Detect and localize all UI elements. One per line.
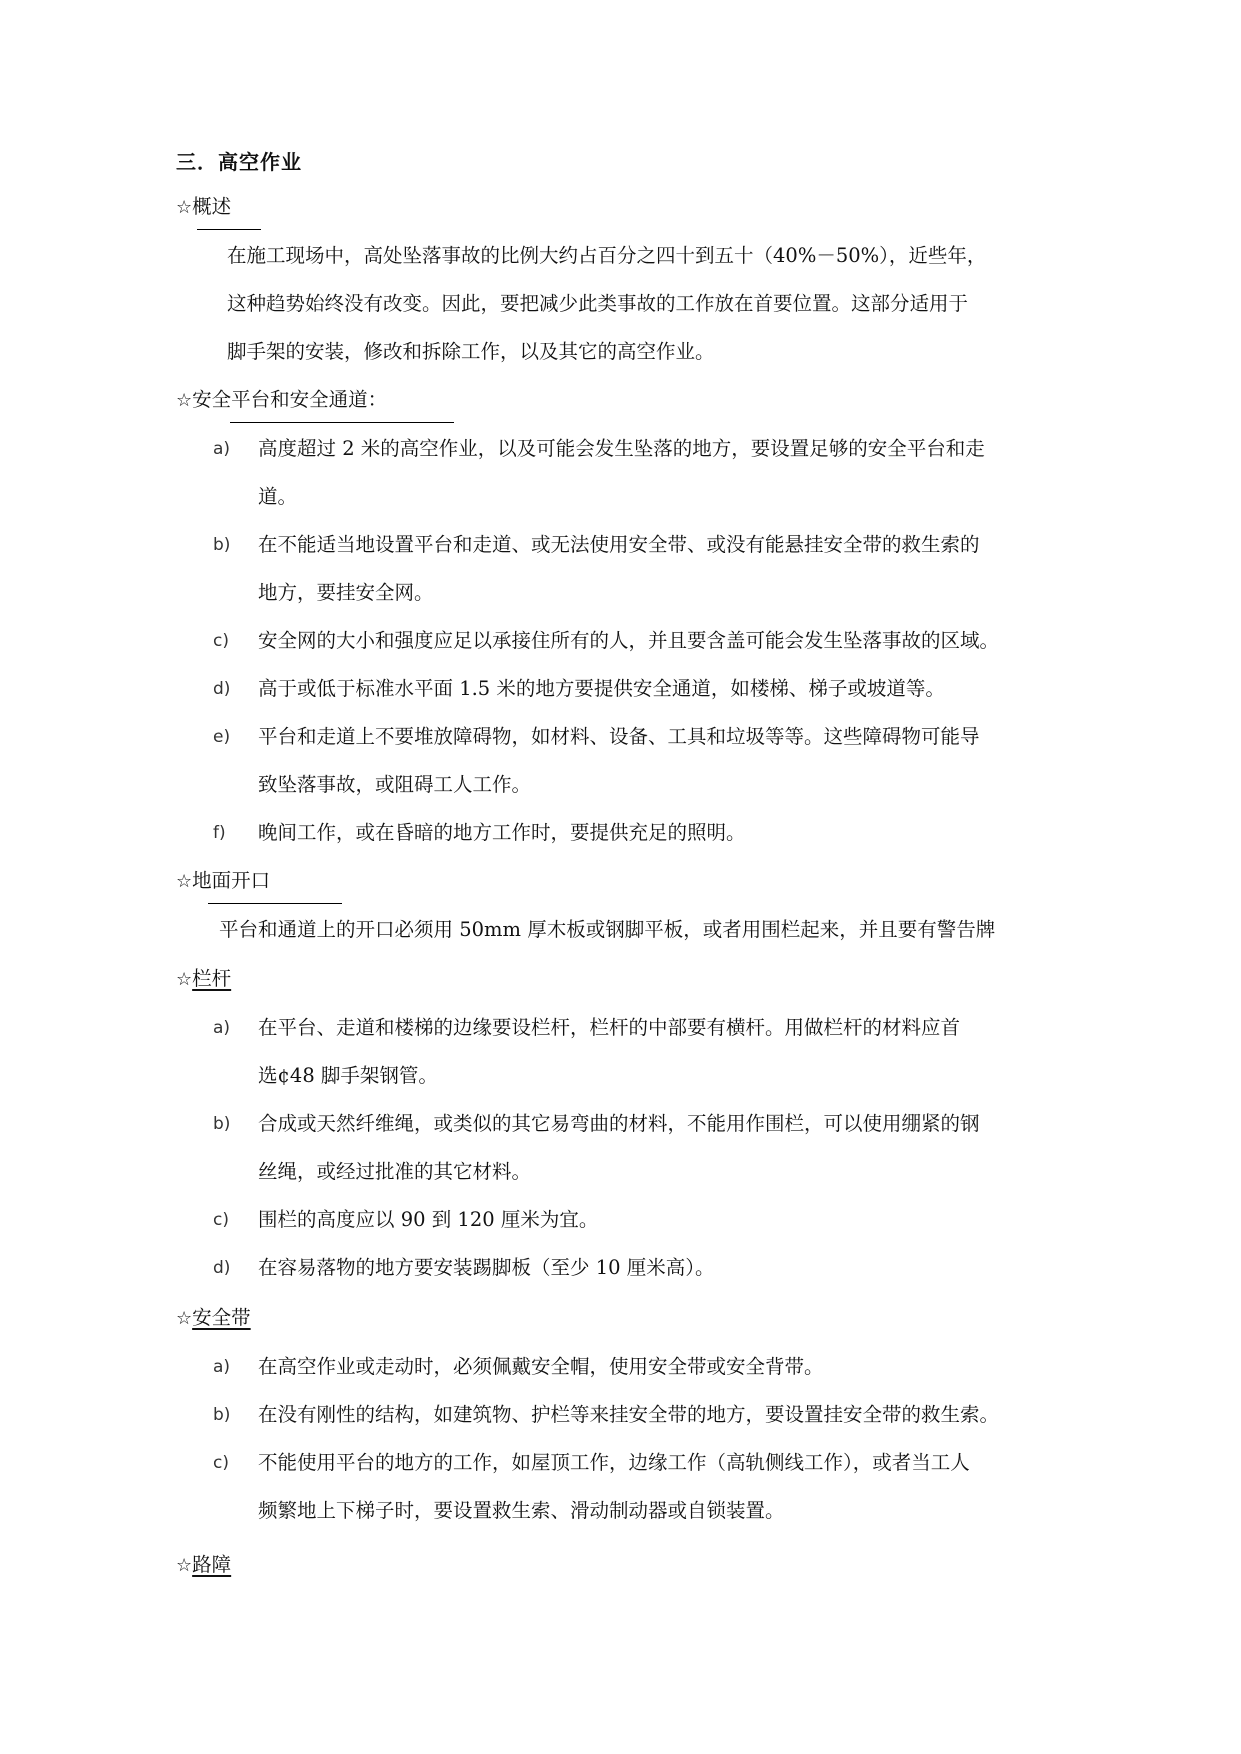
list-item-line: 选¢48 脚手架钢管。 [258, 1064, 438, 1087]
list-item-label: b) [213, 1114, 231, 1134]
list-item-line: 在容易落物的地方要安装踢脚板（至少 10 厘米高）。 [258, 1256, 715, 1279]
list-item-line: 丝绳，或经过批准的其它材料。 [258, 1160, 532, 1183]
list-item-line: 合成或天然纤维绳，或类似的其它易弯曲的材料，不能用作围栏，可以使用绷紧的钢 [258, 1112, 980, 1135]
list-item-line: 安全网的大小和强度应足以承接住所有的人，并且要含盖可能会发生坠落事故的区域。 [258, 629, 1000, 652]
list-item-line: 在没有刚性的结构，如建筑物、护栏等来挂安全带的地方，要设置挂安全带的救生索。 [258, 1403, 1000, 1426]
list-item-label: a) [213, 1357, 231, 1377]
list-item-line: 高度超过 2 米的高空作业，以及可能会发生坠落的地方，要设置足够的安全平台和走 [258, 437, 985, 460]
section-heading-opening: ☆地面开口 [176, 869, 271, 892]
heading-rule [197, 229, 261, 230]
list-item-line: 高于或低于标准水平面 1.5 米的地方要提供安全通道，如楼梯、梯子或坡道等。 [258, 677, 945, 700]
list-item-label: d) [213, 679, 231, 699]
list-item-line: 平台和走道上不要堆放障碍物，如材料、设备、工具和垃圾等等。这些障碍物可能导 [258, 725, 980, 748]
paragraph-line: 平台和通道上的开口必须用 50mm 厚木板或钢脚平板，或者用围栏起来，并且要有警告牌 [219, 918, 996, 941]
list-item-line: 道。 [258, 485, 298, 508]
star-icon: ☆ [176, 390, 193, 411]
heading-rule [230, 422, 454, 423]
page-title: 三．高空作业 [176, 150, 302, 174]
section-heading-railing: ☆栏杆 [176, 967, 232, 990]
list-item-line: 致坠落事故，或阻碍工人工作。 [258, 773, 532, 796]
list-item-line: 晚间工作，或在昏暗的地方工作时，要提供充足的照明。 [258, 821, 746, 844]
list-item-label: e) [213, 727, 231, 747]
list-item-label: f) [213, 823, 226, 843]
list-item-label: a) [213, 439, 231, 459]
list-item-label: a) [213, 1018, 231, 1038]
section-heading-overview: ☆概述 [176, 195, 232, 218]
paragraph-line: 这种趋势始终没有改变。因此，要把减少此类事故的工作放在首要位置。这部分适用于 [227, 292, 969, 315]
list-item-label: b) [213, 1405, 231, 1425]
star-icon: ☆ [176, 1555, 193, 1576]
list-item-line: 地方，要挂安全网。 [258, 581, 434, 604]
list-item-label: c) [213, 1453, 229, 1473]
list-item-line: 在高空作业或走动时，必须佩戴安全帽，使用安全带或安全背带。 [258, 1355, 824, 1378]
heading-rule [208, 903, 342, 904]
list-item-label: b) [213, 535, 231, 555]
list-item-line: 在平台、走道和楼梯的边缘要设栏杆，栏杆的中部要有横杆。用做栏杆的材料应首 [258, 1016, 961, 1039]
list-item-line: 频繁地上下梯子时，要设置救生索、滑动制动器或自锁装置。 [258, 1499, 785, 1522]
paragraph-line: 在施工现场中，高处坠落事故的比例大约占百分之四十到五十（40%－50%），近些年， [227, 244, 987, 267]
star-icon: ☆ [176, 969, 193, 990]
section-heading-obstacle: ☆路障 [176, 1553, 232, 1576]
list-item-label: c) [213, 631, 229, 651]
section-heading-belt: ☆安全带 [176, 1306, 251, 1329]
section-heading-platform: ☆安全平台和安全通道： [176, 388, 388, 411]
star-icon: ☆ [176, 1308, 193, 1329]
list-item-line: 不能使用平台的地方的工作，如屋顶工作，边缘工作（高轨侧线工作），或者当工人 [258, 1451, 970, 1474]
list-item-line: 在不能适当地设置平台和走道、或无法使用安全带、或没有能悬挂安全带的救生索的 [258, 533, 980, 556]
list-item-line: 围栏的高度应以 90 到 120 厘米为宜。 [258, 1208, 599, 1231]
list-item-label: c) [213, 1210, 229, 1230]
list-item-label: d) [213, 1258, 231, 1278]
star-icon: ☆ [176, 197, 193, 218]
star-icon: ☆ [176, 871, 193, 892]
paragraph-line: 脚手架的安装，修改和拆除工作，以及其它的高空作业。 [227, 340, 715, 363]
